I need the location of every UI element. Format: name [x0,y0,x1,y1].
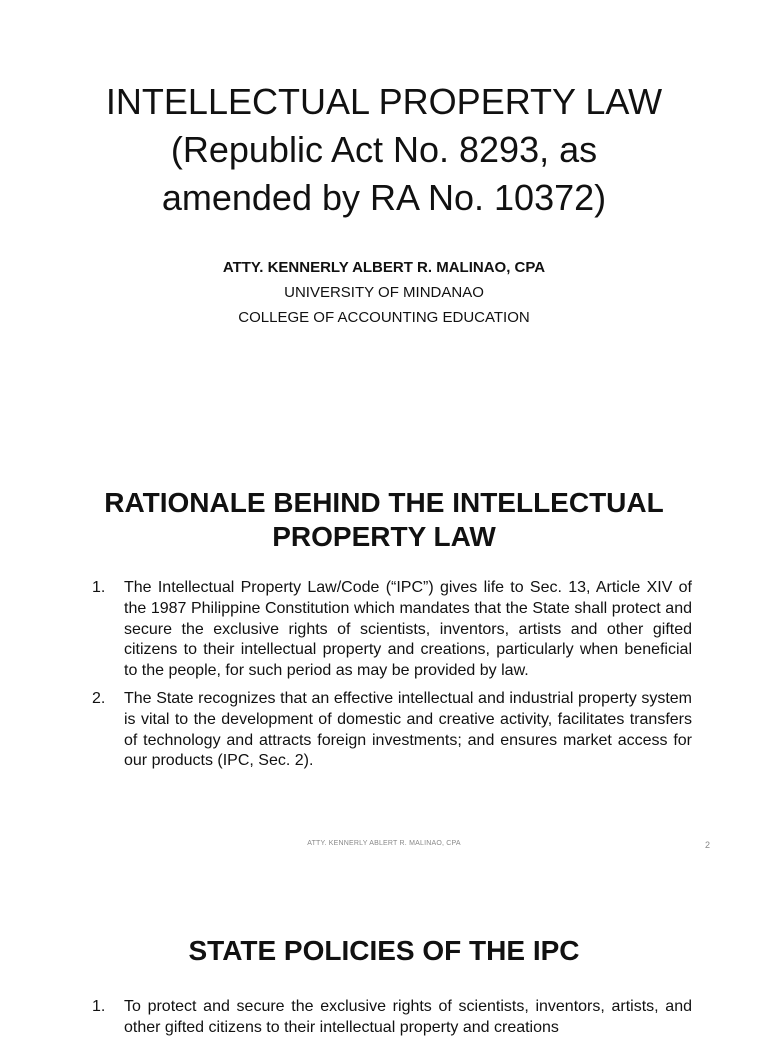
list-item-text: The State recognizes that an effective intellectual and industrial property system is vital to the development of domestic and creative activity, facilitates transfers of technology and attracts foreign investments; and ensures market access for our products (IPC, Sec. 2). [124,689,692,770]
page-number: 2 [704,840,710,850]
rationale-title-line-1: RATIONALE BEHIND THE INTELLECTUAL [104,487,664,518]
title-line-3: amended by RA No. 10372) [161,177,607,218]
slide-rationale [0,460,768,870]
title-line-2: (Republic Act No. 8293, as [170,129,598,170]
list-item-number: 2. [92,689,106,707]
state-policies-list [92,997,692,1046]
rationale-title [0,486,768,554]
author-block [0,255,768,330]
list-item-text: To protect and secure the exclusive rights of scientists, inventors, artists, and other gifted citizens to their intellectual property and creations [124,998,692,1036]
list-item [92,578,692,682]
university-name: UNIVERSITY OF MINDANAO [284,284,484,301]
slide-state-policies [0,900,768,1036]
list-item [92,997,692,1039]
rationale-title-line-2: PROPERTY LAW [272,521,496,552]
rationale-list [92,578,692,779]
slide-title [0,0,768,440]
list-item [92,689,692,772]
presentation-title [0,78,768,222]
slide-footer: ATTY. KENNERLY ABLERT R. MALINAO, CPA [307,840,461,847]
list-item-number: 1. [92,579,106,596]
title-line-1: INTELLECTUAL PROPERTY LAW [105,81,663,122]
author-name: ATTY. KENNERLY ALBERT R. MALINAO, CPA [222,259,546,276]
college-name: COLLEGE OF ACCOUNTING EDUCATION [238,309,530,326]
list-item-number: 1. [92,998,106,1015]
list-item-text: The Intellectual Property Law/Code (“IPC”) gives life to Sec. 13, Article XIV of the 1987 Philippine Constitution which mandates that the State shall protect and secure the exclusive rights of scientists, inventors, artists and other gifted citizens to their intellectual property and creations, particularly when beneficial to the people, for such period as may be provided by law. [124,579,692,680]
state-policies-title: STATE POLICIES OF THE IPC [188,935,580,966]
